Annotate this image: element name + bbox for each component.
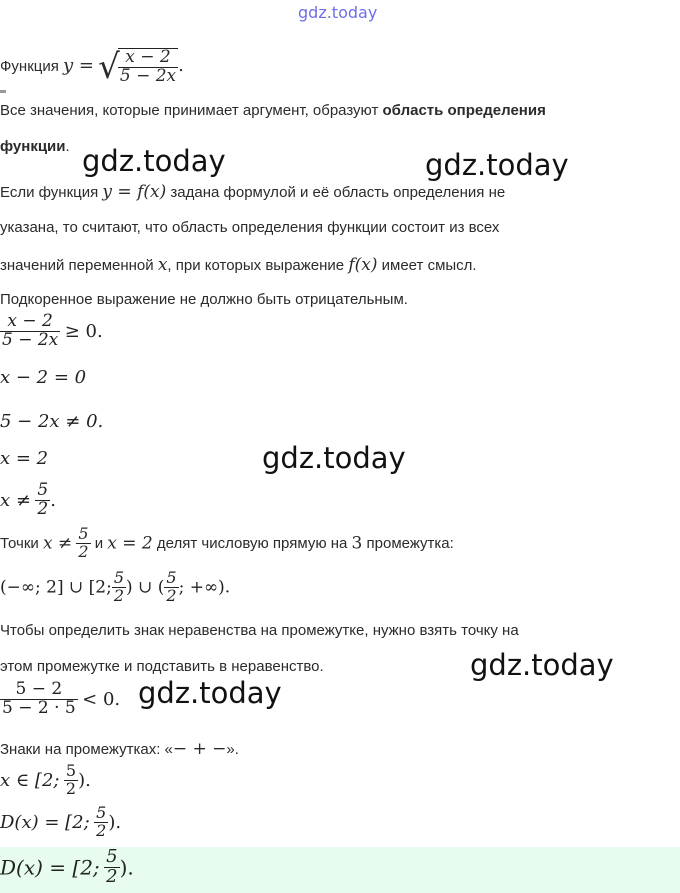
- equation-2: 5 − 2x ≠ 0.: [0, 411, 104, 432]
- answer-end: ).: [119, 855, 134, 880]
- function-lhs: y =: [63, 54, 94, 76]
- fraction-numerator: x − 2: [125, 47, 171, 68]
- result-lhs: x ∈ [2;: [0, 769, 60, 791]
- rule-text: имеет смысл.: [377, 257, 477, 274]
- points-math: x = 2: [107, 533, 153, 554]
- test-fraction: [0, 681, 78, 718]
- function-fraction: [118, 49, 178, 86]
- definition-line-2: [0, 138, 70, 155]
- definition-line-1: [0, 102, 546, 119]
- inequality-fraction: [0, 313, 60, 350]
- points-math: x ≠: [42, 533, 73, 554]
- result-lhs: D(x) = [2;: [0, 811, 90, 833]
- rule-text: задана формулой и её область определения не: [166, 184, 506, 201]
- rule-text: значений переменной: [0, 257, 158, 274]
- eq4-end: .: [50, 489, 56, 511]
- fraction-numerator: 5: [113, 568, 125, 587]
- sqrt-radicand: [118, 48, 178, 86]
- rule-line-3: [0, 255, 477, 275]
- result-end: ).: [108, 811, 122, 833]
- fraction-denominator: 2: [37, 498, 49, 519]
- points-fraction: [76, 526, 90, 561]
- definition-bold: область определения: [382, 102, 546, 119]
- equation-1: x − 2 = 0: [0, 367, 87, 388]
- fraction-denominator: 2: [78, 541, 89, 561]
- answer-box: [0, 847, 680, 893]
- rule-line-1: [0, 182, 505, 202]
- definition-bold-2: функции: [0, 138, 66, 155]
- eq4-fraction: [35, 482, 50, 519]
- radicand-line: Подкоренное выражение не должно быть отрицательным.: [0, 291, 408, 308]
- inequality-1: [0, 313, 103, 350]
- rule-math: y = f(x): [102, 182, 167, 202]
- fraction-denominator: 2: [65, 778, 77, 798]
- fraction-denominator: 2: [166, 585, 177, 605]
- watermark: gdz.today: [138, 676, 282, 710]
- fraction-denominator: 5 − 2x: [2, 329, 59, 350]
- function-end: .: [178, 54, 184, 76]
- fraction-denominator: 5 − 2 · 5: [2, 697, 76, 718]
- cut-line: [0, 86, 240, 94]
- rule-math: f(x): [348, 255, 378, 275]
- watermark: gdz.today: [470, 648, 614, 682]
- result-fraction: [64, 763, 78, 798]
- fraction-denominator: 5 − 2x: [119, 66, 177, 86]
- definition-text: Все значения, которые принимает аргумент, образуют: [0, 102, 383, 119]
- test-inequality: [0, 681, 120, 718]
- eq4-lhs: x ≠: [0, 489, 31, 511]
- intervals-part: ; +∞).: [178, 577, 231, 598]
- signs-line: [0, 739, 239, 759]
- rule-text: Если функция: [0, 184, 103, 201]
- function-label: Функция: [0, 57, 59, 75]
- fraction-numerator: 5: [106, 848, 118, 867]
- fraction-denominator: 2: [106, 865, 118, 887]
- points-line: [0, 526, 454, 561]
- rule-line-2: указана, то считают, что область определения функции состоит из всех: [0, 219, 500, 236]
- fraction-numerator: x − 2: [7, 311, 53, 331]
- intervals-part: (−∞; 2] ∪ [2;: [0, 577, 112, 598]
- fraction-numerator: 5: [37, 482, 49, 500]
- sqrt-sign: √: [98, 47, 120, 87]
- result-2: [0, 805, 220, 847]
- equation-3: x = 2: [0, 448, 49, 469]
- signs-end: ».: [226, 741, 239, 758]
- answer-fraction: [104, 848, 119, 887]
- fraction-denominator: 2: [113, 585, 125, 605]
- points-text: делят числовую прямую на: [152, 534, 352, 552]
- definition-end: .: [65, 138, 70, 155]
- rule-text: , при которых выражение: [167, 257, 349, 274]
- fraction-numerator: 5: [65, 763, 77, 780]
- fraction-numerator: 5 − 2: [15, 679, 63, 699]
- signs-math: − + −: [172, 739, 227, 759]
- test-relation: < 0.: [82, 688, 121, 710]
- answer-line: [0, 848, 240, 893]
- fraction-denominator: 2: [96, 820, 107, 840]
- intervals-fraction: [112, 570, 126, 605]
- intervals-fraction: [164, 570, 178, 605]
- watermark: gdz.today: [82, 144, 226, 178]
- points-text: промежутка:: [362, 534, 454, 552]
- sign-rule-line-2: этом промежутке и подставить в неравенство.: [0, 658, 324, 675]
- fraction-numerator: 5: [166, 568, 177, 587]
- points-text: Точки: [0, 534, 43, 552]
- fraction-numerator: 5: [78, 524, 89, 543]
- watermark: gdz.today: [262, 441, 406, 475]
- watermark-top: gdz.today: [298, 3, 378, 22]
- answer-lhs: D(x) = [2;: [0, 855, 100, 880]
- result-fraction: [94, 805, 108, 840]
- intervals-line: [0, 570, 230, 605]
- result-end: ).: [78, 769, 91, 791]
- points-text: и: [90, 534, 108, 552]
- inequality-relation: ≥ 0.: [64, 320, 103, 342]
- rule-math: x: [157, 255, 168, 275]
- fraction-numerator: 5: [96, 805, 107, 822]
- sign-rule-line-1: Чтобы определить знак неравенства на промежутке, нужно взять точку на: [0, 622, 519, 639]
- points-math: 3: [351, 533, 363, 554]
- signs-text: Знаки на промежутках: «: [0, 741, 173, 758]
- equation-4: [0, 482, 200, 524]
- function-line: [0, 47, 184, 87]
- result-1: [0, 763, 200, 805]
- intervals-part: ) ∪ (: [126, 577, 165, 598]
- watermark: gdz.today: [425, 148, 569, 182]
